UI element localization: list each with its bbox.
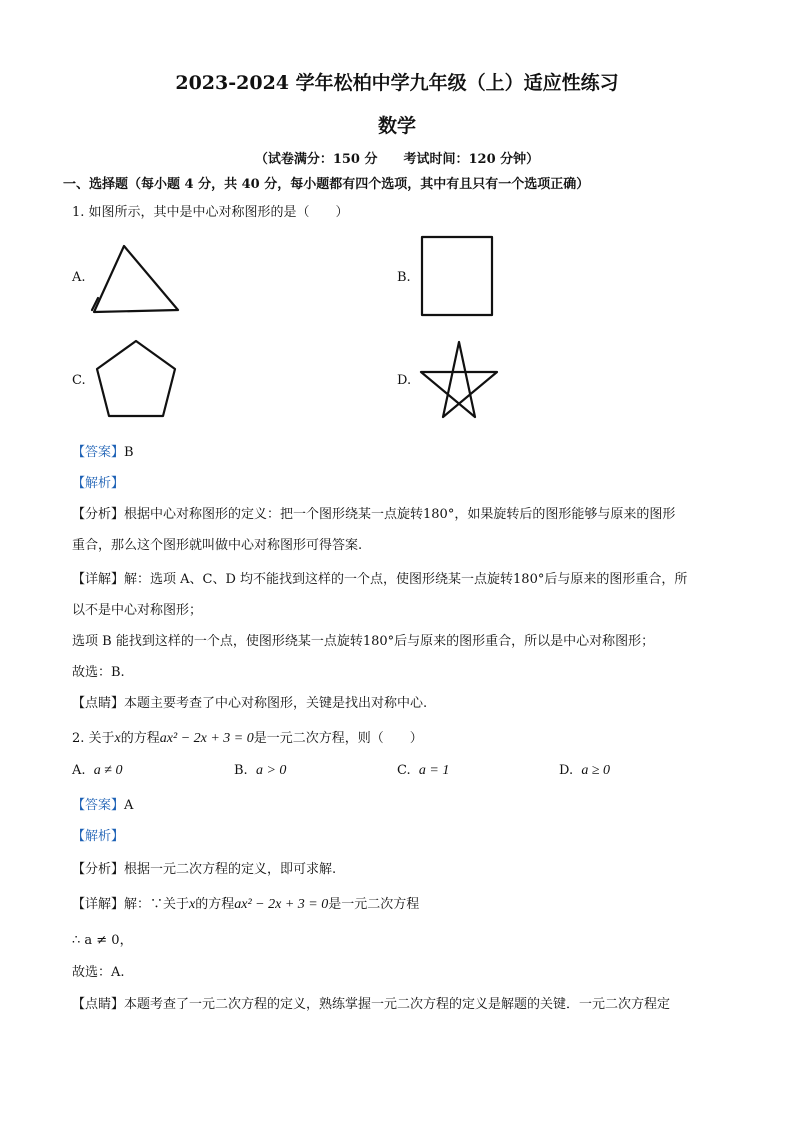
q1-fenxi (72, 503, 675, 522)
q2-detail-pre: 解：∵关于 (124, 897, 190, 912)
q2-option-d-label: D. (559, 763, 574, 778)
q2-option-c (397, 763, 449, 779)
q2-option-d-expr: a ≥ 0 (581, 763, 611, 778)
q2-stem-post: 是一元二次方程，则（ ） (253, 731, 423, 746)
q2-option-a-label: A. (72, 763, 86, 778)
pentagon-icon (93, 338, 179, 420)
q2-option-c-label: C. (397, 763, 411, 778)
comment-tag: 【点睛】 (72, 696, 125, 711)
q1-fenxi-cont: 重合，那么这个图形就叫做中心对称图形可得答案. (72, 538, 363, 553)
detail-tag: 【详解】 (72, 572, 125, 587)
square-icon (418, 234, 496, 318)
exam-info: （试卷满分：150 分 考试时间：120 分钟） (254, 152, 540, 167)
q2-answer (72, 794, 133, 813)
answer-value: B (124, 445, 134, 460)
q2-option-a (72, 763, 122, 779)
q1-option-d-label: D. (397, 373, 412, 388)
answer-value: A (124, 798, 134, 813)
fenxi-tag: 【分析】 (72, 862, 125, 877)
subject-title: 数学 (377, 115, 416, 137)
q2-detail-var-x: x (189, 897, 196, 912)
question-1-stem: 1. 如图所示，其中是中心对称图形的是（ ） (72, 205, 349, 220)
comment-tag: 【点睛】 (72, 997, 125, 1012)
page-title: 2023-2024 学年松柏中学九年级（上）适应性练习 (175, 72, 619, 94)
q1-option-c-label: C. (72, 373, 86, 388)
q2-stem-mid: 的方程 (120, 731, 160, 746)
q1-comment (72, 692, 427, 711)
q2-comment (72, 993, 670, 1012)
q2-option-d (559, 763, 610, 779)
answer-tag: 【答案】 (72, 445, 125, 460)
q1-answer (72, 441, 134, 460)
detail-tag: 【详解】 (72, 897, 125, 912)
q2-detail-mid: 的方程 (195, 897, 235, 912)
q2-option-a-expr: a ≠ 0 (93, 763, 123, 778)
fenxi-tag: 【分析】 (72, 507, 125, 522)
question-2-stem (72, 727, 423, 747)
q2-equation: ax² − 2x + 3 = 0 (159, 731, 254, 746)
q2-option-c-expr: a = 1 (418, 763, 450, 778)
q2-detail-post: 是一元二次方程 (328, 897, 420, 912)
fenxi-text: 根据中心对称图形的定义：把一个图形绕某一点旋转180°，如果旋转后的图形能够与原来的图形 (124, 507, 676, 522)
q2-choose: 故选：A. (72, 965, 125, 980)
q2-therefore: ∴ a ≠ 0， (72, 933, 133, 948)
comment-text: 本题考查了一元二次方程的定义，熟练掌握一元二次方程的定义是解题的关键．一元二次方程定 (124, 997, 671, 1012)
triangle-icon (88, 240, 188, 318)
fenxi-text: 根据一元二次方程的定义，即可求解. (124, 862, 337, 877)
q1-choose: 故选：B. (72, 665, 125, 680)
q2-option-b-label: B. (234, 763, 248, 778)
q2-var-x: x (114, 731, 121, 746)
q2-stem-pre: 2. 关于 (72, 731, 115, 746)
q2-detail (72, 893, 419, 913)
detail-text: 解：选项 A、C、D 均不能找到这样的一个点，使图形绕某一点旋转180°后与原来的图形重合，所 (124, 572, 688, 587)
q1-detail-b: 选项 B 能找到这样的一个点，使图形绕某一点旋转180°后与原来的图形重合，所以是中心对称图形； (72, 634, 655, 649)
q2-option-b (234, 763, 286, 779)
q1-option-b-label: B. (397, 270, 411, 285)
q2-detail-equation: ax² − 2x + 3 = 0 (234, 897, 329, 912)
q1-option-a-label: A. (72, 270, 86, 285)
q1-analysis-tag: 【解析】 (72, 476, 125, 491)
answer-tag: 【答案】 (72, 798, 125, 813)
section-heading: 一、选择题（每小题 4 分，共 40 分，每小题都有四个选项，其中有且只有一个选项正确） (63, 177, 590, 192)
q1-detail-cont: 以不是中心对称图形； (72, 603, 203, 618)
q2-option-b-expr: a > 0 (255, 763, 287, 778)
comment-text: 本题主要考查了中心对称图形，关键是找出对称中心. (124, 696, 428, 711)
q2-fenxi (72, 858, 336, 877)
q1-detail (72, 568, 687, 587)
star-icon (417, 339, 501, 421)
q2-analysis-tag: 【解析】 (72, 829, 125, 844)
